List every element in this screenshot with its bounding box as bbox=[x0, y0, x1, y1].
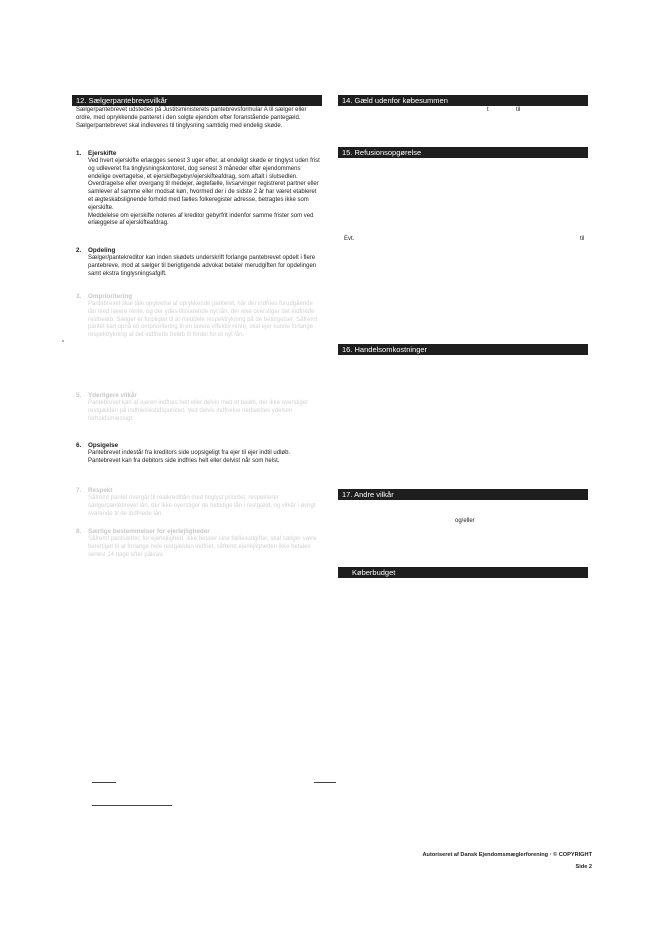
clause-title: Særlige bestemmelser for ejerlejligheder bbox=[88, 528, 210, 535]
section-15-header: 15. Refusionsopgørelse bbox=[338, 147, 588, 158]
clause-yderligere bbox=[76, 392, 322, 423]
page-number: Side 2 bbox=[575, 864, 592, 870]
clause-ejerskifte bbox=[76, 150, 322, 228]
clause-number: 5. bbox=[76, 392, 82, 399]
margin-mark bbox=[62, 340, 64, 342]
clause-ejerlejligheder bbox=[76, 528, 322, 559]
clause-title: Respekt bbox=[88, 487, 113, 494]
koberbudget-header: Køberbudget bbox=[338, 567, 588, 578]
clause-number: 6. bbox=[76, 442, 82, 449]
clause-extra: Meddelelse om ejerskifte noteres af kreditor gebyrfrit indenfor samme frister som ved erlæggelse af ejerskifteafdrag. bbox=[88, 212, 314, 227]
clause-title: Opsigelse bbox=[88, 442, 119, 449]
clause-title: Opdeling bbox=[88, 247, 116, 254]
field-fragment: til bbox=[516, 107, 521, 113]
clause-body: Pantebrevet skal tåle opgivelse af oprykkende panteret, når der indfries forudgående lån med lavere rente, og der ydes tilsvarende nyt lån, der ikke overstiger det indfriede restbeløb. Sælger er forpligtet til at meddele respektrykning på de betingelser. Såfremt pantet kan opnå en omprioritering til en lavere effektiv rente, skal ejer kunne forlange respektrykning af det indfriede beløb til fordel for et nyt lån. bbox=[88, 301, 318, 339]
section-14-header: 14. Gæld udenfor købesummen bbox=[338, 95, 588, 106]
field-fragment: til bbox=[580, 236, 585, 242]
signature-line bbox=[92, 782, 116, 783]
field-fragment: og/eller bbox=[455, 518, 475, 524]
section-16-header: 16. Handelsomkostninger bbox=[338, 344, 588, 355]
clause-title: Yderligere vilkår bbox=[88, 392, 138, 399]
clause-body: Såfremt pantet overgår til realkreditlån med tinglyst prioritet, respekterer sælgerpantebrevet lån, der ikke overstiger de hidtidige lån i restgæld, og vilkår i øvrigt svarende til de indfriede lån. bbox=[88, 495, 316, 517]
field-fragment: Evt. bbox=[344, 236, 355, 242]
section-12-intro: Sælgerpantebrevet udstedes på Justitsministerets pantebrevsformular A til sælger eller ordre, med oprykkende panteret i den solgte ejendom efter foranstående pantegæld. Sælgerpantebrevet skal indleveres til tinglysning samtidig med endelig skøde. bbox=[76, 107, 307, 129]
signature-line bbox=[92, 805, 172, 806]
clause-omprioritering bbox=[76, 293, 322, 340]
section-17-header: 17. Andre vilkår bbox=[338, 489, 588, 500]
clause-number: 3. bbox=[76, 293, 82, 300]
clause-opdeling bbox=[76, 247, 322, 278]
clause-respekt bbox=[76, 487, 322, 518]
clause-body: Pantebrevet indestår fra kreditors side uopsigeligt fra ejer til ejer indtil udløb. bbox=[88, 450, 291, 456]
section-12-header: 12. Sælgerpantebrevsvilkår bbox=[72, 95, 322, 106]
clause-opsigelse bbox=[76, 442, 322, 466]
clause-body: Ved hvert ejerskifte erlægges senest 3 uger efter, at endeligt skøde er tinglyst uden frist og udleveret fra tinglysningskontoret, dog senest 3 måneder efter ejendommens endelige overtagelse, et ejerskiftegebyr/ejerskifteafdrag, som aftalt i slutsedlen. Overdragelse eller overgang til medejer, ægtefælle, livsarvinger registreret partner eller samlever af samme eller modsat køn, hvormed der i de sidste 2 år har været etableret et ægteskabslignende forhold med fælles folkeregister adresse, betragtes ikke som ejerskifte. bbox=[88, 158, 320, 211]
clause-title: Ejerskifte bbox=[88, 150, 117, 157]
clause-title: Omprioritering bbox=[88, 293, 133, 300]
clause-body: Sælger/pantekreditor kan inden skødets underskrift forlange pantebrevet opdelt i flere pantebreve, mod at sælger til berigtigende advokat betaler merudgiften for opdelingen samt ekstra tinglysningsafgift. bbox=[88, 255, 317, 277]
field-fragment: t bbox=[487, 107, 489, 113]
clause-number: 2. bbox=[76, 247, 82, 254]
clause-extra: Pantebrevet kan fra debitors side indfries helt eller delvist når som helst. bbox=[88, 457, 280, 464]
clause-body: Såfremt pantsætter, for ejerlejlighed, ikke betaler sine fællesudgifter, skal sælger være berettiget til at forlange hele restgælden indfriet, såfremt ejerlejligheden ikke betales senest 14 dage efter påkrav. bbox=[88, 536, 317, 558]
clause-number: 1. bbox=[76, 150, 82, 157]
clause-number: 7. bbox=[76, 487, 82, 494]
signature-line bbox=[314, 782, 336, 783]
clause-body: Pantebrevet kan af ejeren indfries helt eller delvis med et beløb, der ikke overstiger restgælden på indfrielsestidspunktet. Ved delvis indfrielse nedsættes ydelsen forholdsmæssigt. bbox=[88, 400, 309, 422]
copyright-notice: Autoriseret af Dansk Ejendomsmæglerforening · © COPYRIGHT bbox=[422, 852, 592, 858]
clause-number: 8. bbox=[76, 528, 82, 535]
